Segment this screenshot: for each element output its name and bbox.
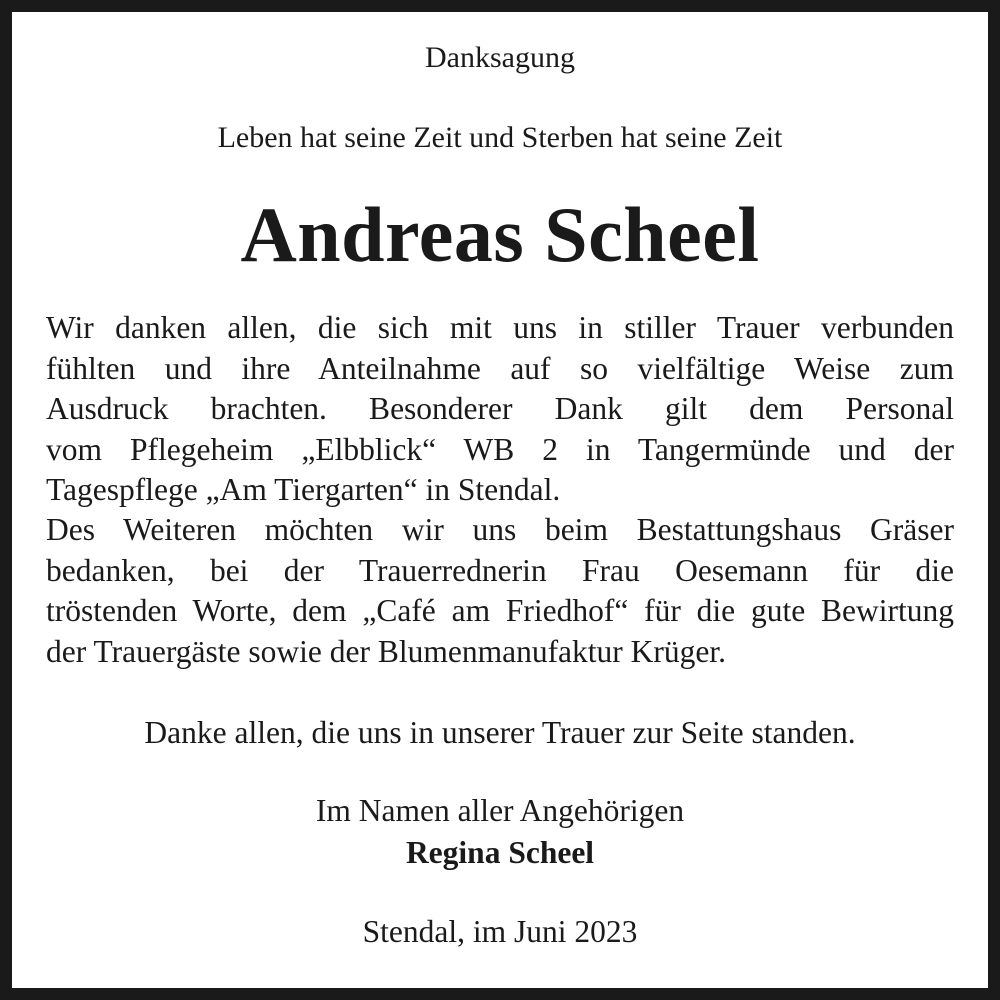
paragraph-line: der Trauergäste sowie der Blumenmanufaktur Krüger. bbox=[46, 633, 727, 669]
deceased-name: Andreas Scheel bbox=[240, 191, 760, 278]
paragraph-line: bedanken, bei der Trauerrednerin Frau Oesemann für die bbox=[46, 552, 954, 588]
thanks-paragraph-2 bbox=[46, 510, 954, 672]
on-behalf-line: Im Namen aller Angehörigen bbox=[315, 793, 685, 828]
closing-line: Danke allen, die uns in unserer Trauer zur Seite standen. bbox=[144, 715, 856, 750]
signer-name: Regina Scheel bbox=[405, 835, 595, 870]
paragraph-line: Wir danken allen, die sich mit uns in stiller Trauer verbunden bbox=[46, 310, 954, 345]
paragraph-line: vom Pflegeheim „Elbblick“ WB 2 in Tangermünde und der bbox=[46, 431, 954, 467]
paragraph-line: Ausdruck brachten. Besonderer Dank gilt dem Personal bbox=[46, 391, 954, 426]
place-date: Stendal, im Juni 2023 bbox=[362, 914, 638, 949]
notice-motto: Leben hat seine Zeit und Sterben hat seine Zeit bbox=[217, 121, 783, 154]
paragraph-line: Des Weiteren möchten wir uns beim Bestattungshaus Gräser bbox=[46, 512, 954, 547]
thanks-paragraph-1 bbox=[46, 308, 954, 511]
notice-header: Danksagung bbox=[425, 41, 575, 74]
paragraph-line: fühlten und ihre Anteilnahme auf so vielfältige Weise zum bbox=[46, 350, 954, 386]
paragraph-line: Tagespflege „Am Tiergarten“ in Stendal. bbox=[46, 472, 561, 507]
paragraph-line: tröstenden Worte, dem „Café am Friedhof“ für die gute Bewirtung bbox=[46, 593, 954, 628]
